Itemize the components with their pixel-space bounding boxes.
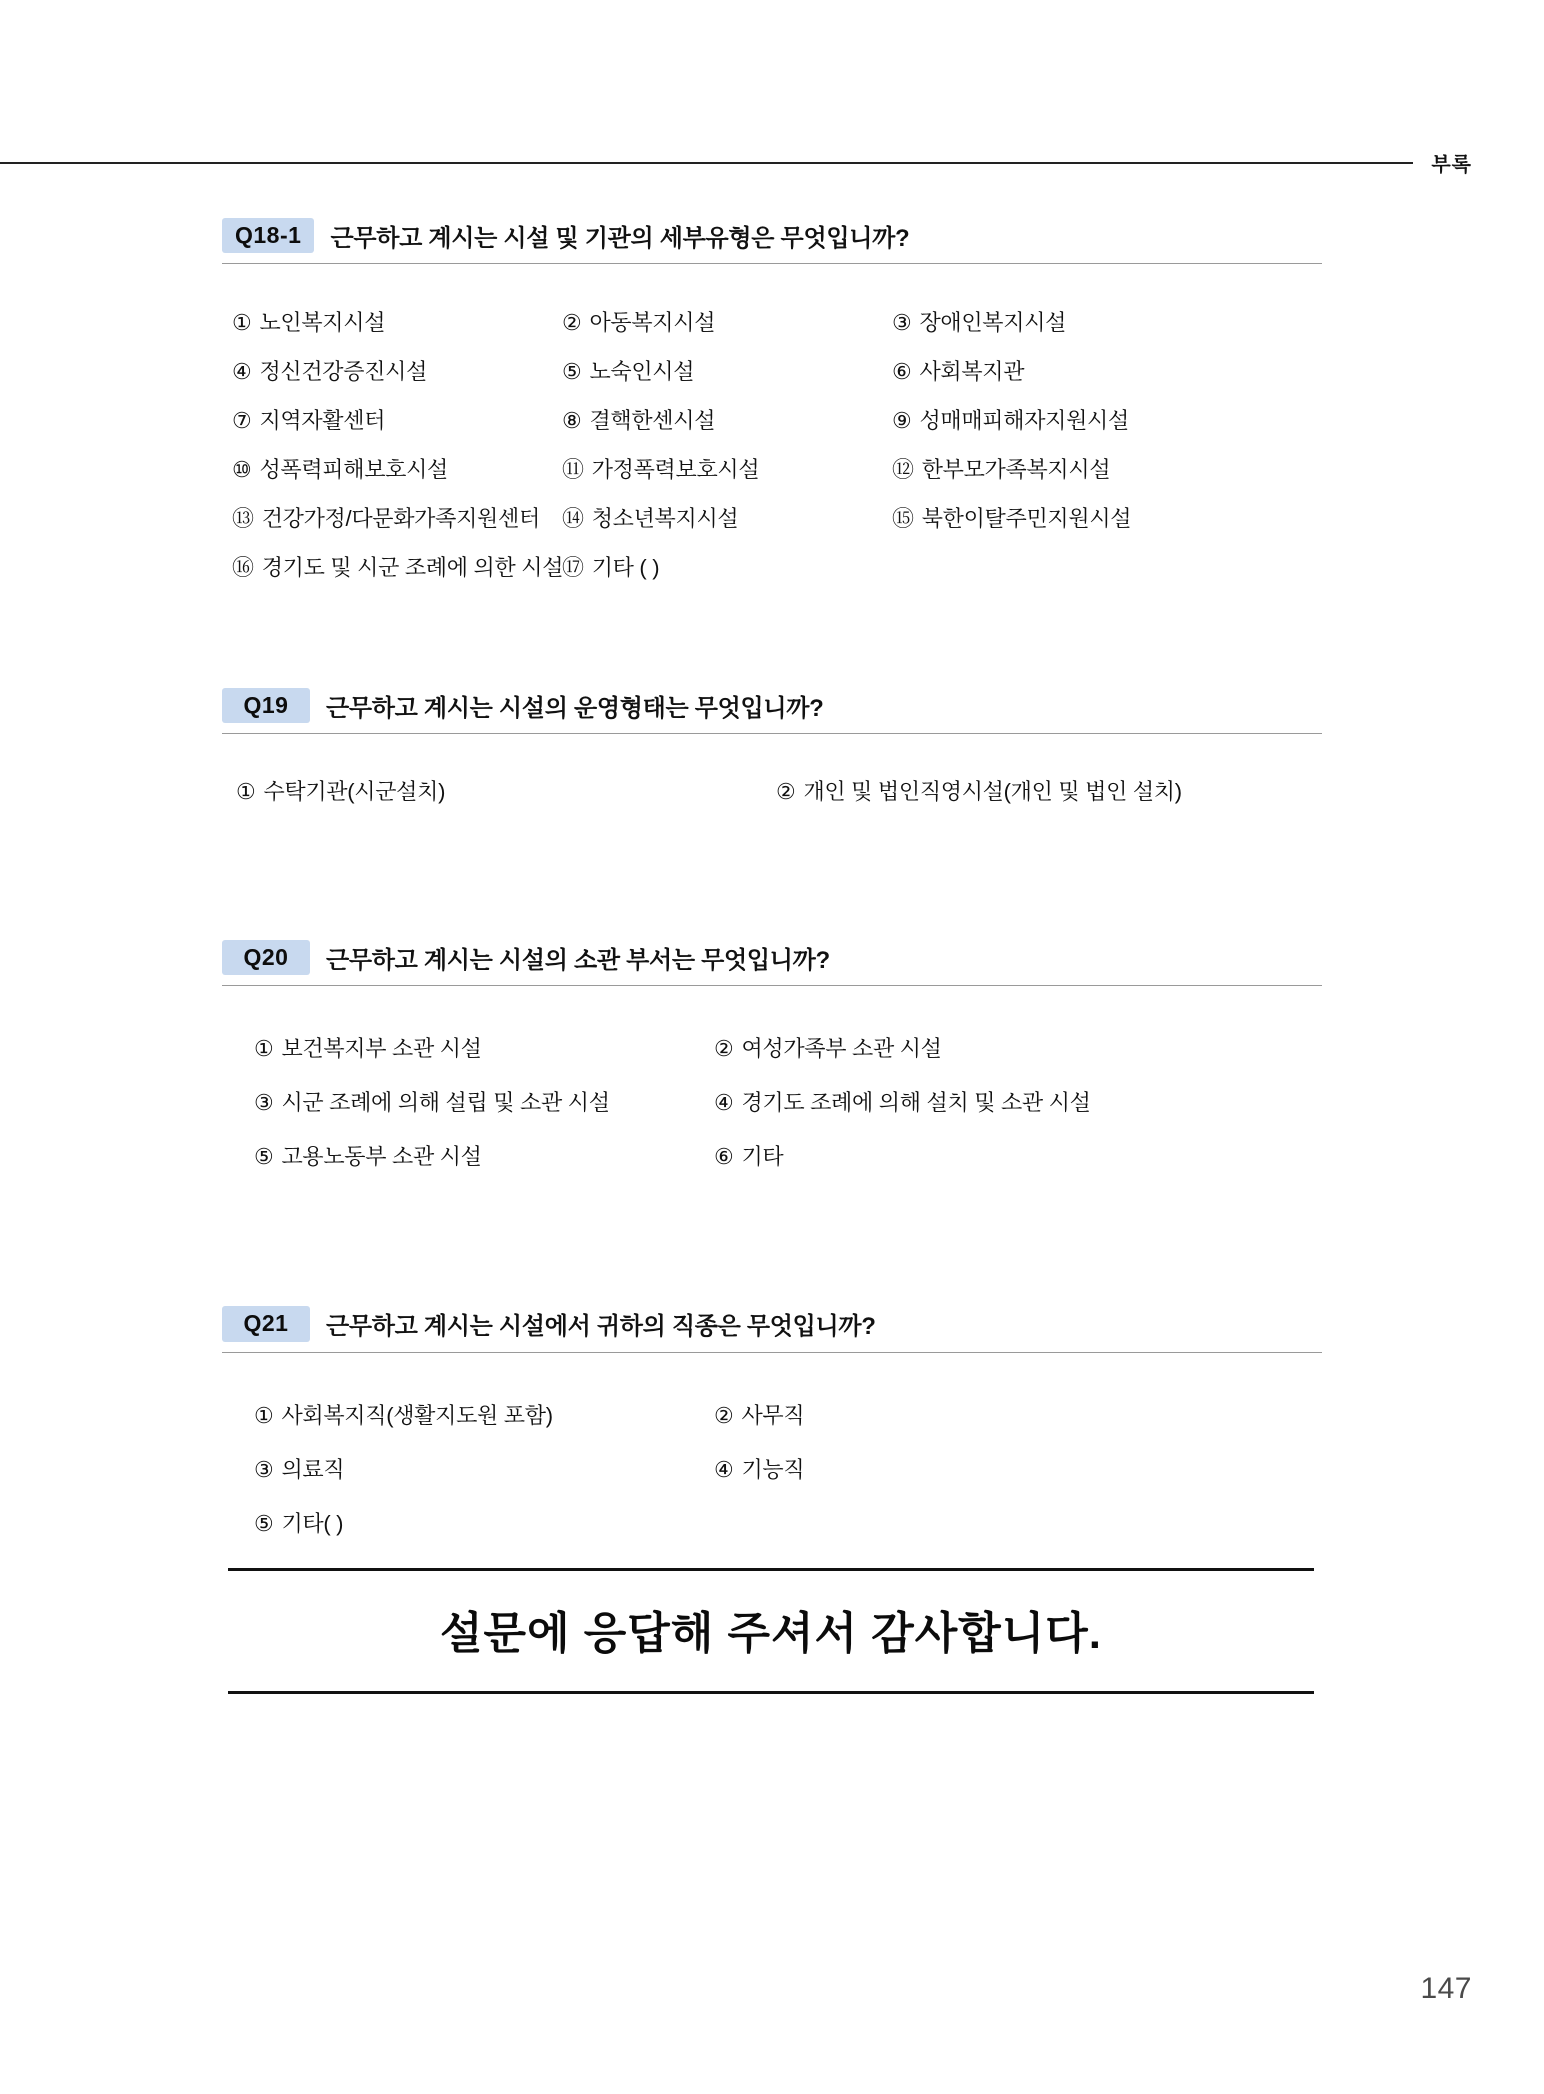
option-label: 청소년복지시설 (591, 506, 739, 532)
header-label: 부록 (1431, 154, 1472, 176)
option-label: 경기도 및 시군 조례에 의한 시설 (261, 555, 564, 581)
option-number: ② (776, 779, 796, 805)
option-number: ⑤ (254, 1144, 274, 1170)
option-list (222, 768, 1322, 816)
option-number: ⑩ (232, 457, 252, 483)
option-item[interactable] (254, 1022, 714, 1076)
question-block-q21 (222, 1306, 1322, 1550)
option-label: 지역자활센터 (259, 408, 386, 434)
option-item[interactable] (562, 445, 892, 494)
option-item[interactable] (892, 494, 1322, 543)
option-number: ⑤ (254, 1510, 274, 1536)
option-number: ② (714, 1036, 734, 1062)
option-item[interactable] (232, 396, 562, 445)
option-item[interactable] (254, 1130, 714, 1184)
option-item[interactable] (714, 1130, 1322, 1184)
option-item[interactable] (254, 1443, 714, 1497)
option-list (222, 1022, 1322, 1184)
option-label: 성매매피해자지원시설 (919, 408, 1129, 434)
option-number: ⑥ (714, 1144, 734, 1170)
option-item[interactable] (562, 298, 892, 347)
question-tag: Q21 (222, 1306, 310, 1341)
option-item[interactable] (254, 1076, 714, 1130)
option-item[interactable] (232, 347, 562, 396)
option-item[interactable] (892, 445, 1322, 494)
question-block-q19 (222, 688, 1322, 816)
page-number: 147 (1420, 1972, 1472, 2005)
option-item[interactable] (254, 1389, 714, 1443)
option-label: 기타 (741, 1144, 784, 1170)
option-label: 의료직 (281, 1456, 345, 1482)
option-number: ① (232, 310, 252, 336)
question-tag: Q19 (222, 688, 310, 723)
option-number: ③ (254, 1456, 274, 1482)
option-number: ⑭ (562, 506, 584, 532)
header-rule (0, 162, 1413, 164)
survey-content (222, 218, 1322, 1551)
closing-banner (228, 1568, 1314, 1694)
option-number: ⑥ (892, 359, 912, 385)
option-number: ③ (254, 1090, 274, 1116)
option-item[interactable] (562, 494, 892, 543)
option-number: ⑯ (232, 555, 254, 581)
option-number: ④ (714, 1456, 734, 1482)
closing-message: 설문에 응답해 주셔서 감사합니다. (440, 1609, 1102, 1658)
option-number: ① (254, 1036, 274, 1062)
option-label: 사회복지관 (919, 359, 1025, 385)
option-item[interactable] (714, 1022, 1322, 1076)
question-text: 근무하고 계시는 시설의 운영형태는 무엇입니까? (326, 694, 824, 722)
option-number: ⑦ (232, 408, 252, 434)
option-label: 결핵한센시설 (589, 408, 716, 434)
option-item[interactable] (236, 768, 776, 816)
option-item[interactable] (776, 768, 1322, 816)
option-number: ④ (232, 359, 252, 385)
question-heading (222, 688, 1322, 734)
option-number: ⑫ (892, 457, 914, 483)
option-item[interactable] (232, 543, 562, 592)
option-number: ⑪ (562, 457, 584, 483)
option-label: 기능직 (741, 1456, 805, 1482)
option-label: 기타 ( ) (591, 555, 660, 581)
option-label: 한부모가족복지시설 (921, 457, 1111, 483)
option-label: 성폭력피해보호시설 (259, 457, 449, 483)
question-text: 근무하고 계시는 시설의 소관 부서는 무엇입니까? (326, 947, 830, 975)
option-label: 기타( ) (281, 1510, 344, 1536)
option-number: ③ (892, 310, 912, 336)
option-label: 사무직 (741, 1402, 805, 1428)
option-label: 수탁기관(시군설치) (263, 779, 446, 805)
option-label: 시군 조례에 의해 설립 및 소관 시설 (281, 1090, 610, 1116)
option-label: 북한이탈주민지원시설 (921, 506, 1132, 532)
option-label: 노숙인시설 (589, 359, 695, 385)
option-number: ① (236, 779, 256, 805)
question-block-q20 (222, 940, 1322, 1184)
option-item[interactable] (232, 494, 562, 543)
question-heading (222, 1306, 1322, 1352)
option-label: 경기도 조례에 의해 설치 및 소관 시설 (741, 1090, 1091, 1116)
option-item[interactable] (892, 347, 1322, 396)
option-item[interactable] (232, 445, 562, 494)
option-item[interactable] (892, 298, 1322, 347)
option-item[interactable] (562, 347, 892, 396)
option-label: 개인 및 법인직영시설(개인 및 법인 설치) (803, 779, 1182, 805)
option-number: ② (562, 310, 582, 336)
option-number: ⑬ (232, 506, 254, 532)
option-number: ② (714, 1402, 734, 1428)
option-label: 여성가족부 소관 시설 (741, 1036, 942, 1062)
option-item[interactable] (562, 396, 892, 445)
question-tag: Q18-1 (222, 218, 314, 253)
option-label: 장애인복지시설 (919, 310, 1067, 336)
question-text: 근무하고 계시는 시설 및 기관의 세부유형은 무엇입니까? (330, 224, 910, 252)
option-item[interactable] (892, 396, 1322, 445)
option-number: ⑤ (562, 359, 582, 385)
page-header (0, 148, 1544, 177)
question-heading (222, 218, 1322, 264)
question-tag: Q20 (222, 940, 310, 975)
option-item[interactable] (232, 298, 562, 347)
option-number: ④ (714, 1090, 734, 1116)
option-item[interactable] (254, 1497, 714, 1551)
option-label: 가정폭력보호시설 (591, 457, 760, 483)
option-list (222, 1389, 1322, 1551)
option-list (222, 298, 1322, 592)
question-block-q18-1 (222, 218, 1322, 592)
option-label: 노인복지시설 (259, 310, 386, 336)
option-label: 고용노동부 소관 시설 (281, 1144, 482, 1170)
question-heading (222, 940, 1322, 986)
option-item[interactable] (714, 1389, 1322, 1443)
question-text: 근무하고 계시는 시설에서 귀하의 직종은 무엇입니까? (326, 1313, 876, 1341)
option-label: 아동복지시설 (589, 310, 716, 336)
option-label: 정신건강증진시설 (259, 359, 428, 385)
option-number: ⑧ (562, 408, 582, 434)
option-label: 사회복지직(생활지도원 포함) (281, 1402, 553, 1428)
option-number: ⑰ (562, 555, 584, 581)
option-item[interactable] (714, 1443, 1322, 1497)
option-item[interactable] (562, 543, 892, 592)
option-number: ① (254, 1402, 274, 1428)
option-number: ⑨ (892, 408, 912, 434)
option-number: ⑮ (892, 506, 914, 532)
option-item[interactable] (714, 1076, 1322, 1130)
option-label: 건강가정/다문화가족지원센터 (261, 506, 540, 532)
option-label: 보건복지부 소관 시설 (281, 1036, 482, 1062)
